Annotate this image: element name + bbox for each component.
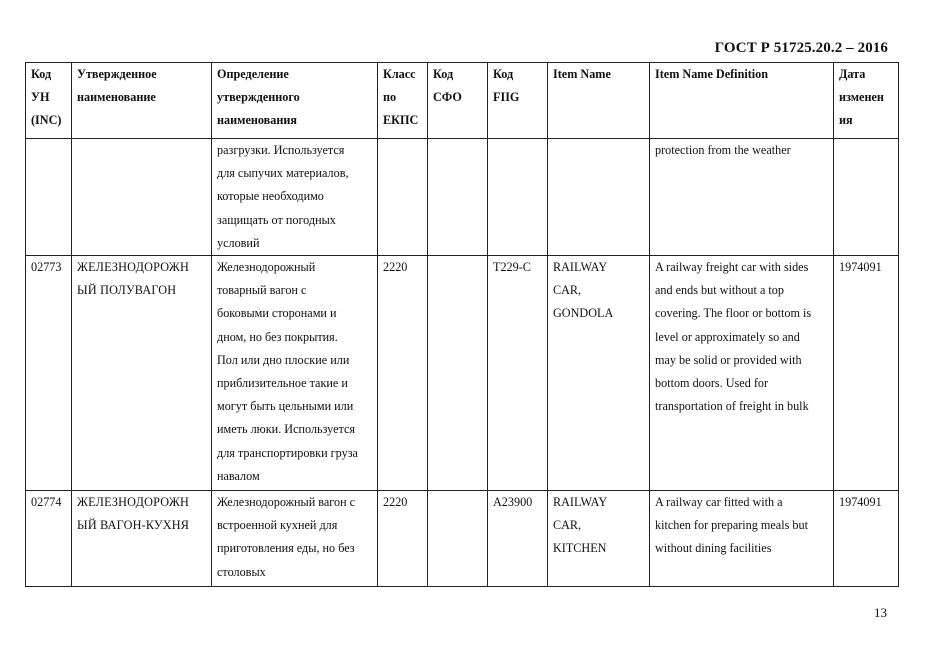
cell-sfo (428, 491, 488, 587)
cell-code: 02773 (26, 256, 72, 491)
cell-class: 2220 (378, 256, 428, 491)
table-row (26, 256, 899, 491)
cell-class (378, 139, 428, 256)
cell-approved-name: ЖЕЛЕЗНОДОРОЖН ЫЙ ПОЛУВАГОН (72, 256, 212, 491)
column-header-change-date: Дата изменен ия (834, 63, 899, 139)
cell-fiig: A23900 (488, 491, 548, 587)
cell-fiig (488, 139, 548, 256)
cell-change-date: 1974091 (834, 256, 899, 491)
cell-item-name-definition: A railway car fitted with a kitchen for preparing meals but without dining facilities (650, 491, 834, 587)
cell-class: 2220 (378, 491, 428, 587)
column-header-sfo: Код СФО (428, 63, 488, 139)
cell-item-name: RAILWAY CAR, GONDOLA (548, 256, 650, 491)
column-header-class: Класс по ЕКПС (378, 63, 428, 139)
cell-code: 02774 (26, 491, 72, 587)
column-header-item-name-definition: Item Name Definition (650, 63, 834, 139)
table-row (26, 139, 899, 256)
cell-item-name-definition: A railway freight car with sides and ends but without a top covering. The floor or bottom is level or approximately so and may be solid or provided with bottom doors. Used for transportation of freight in bulk (650, 256, 834, 491)
cell-change-date: 1974091 (834, 491, 899, 587)
document-standard-header: ГОСТ Р 51725.20.2 – 2016 (714, 40, 888, 56)
cell-fiig: T229-C (488, 256, 548, 491)
cell-definition: Железнодорожный товарный вагон с боковыми сторонами и дном, но без покрытия. Пол или дно плоские или приблизительное такие и могут быть цельными или иметь люки. Используется для транспортировки груза навалом (212, 256, 378, 491)
cell-code (26, 139, 72, 256)
table-row (26, 491, 899, 587)
cell-approved-name: ЖЕЛЕЗНОДОРОЖН ЫЙ ВАГОН-КУХНЯ (72, 491, 212, 587)
cell-sfo (428, 139, 488, 256)
cell-item-name-definition: protection from the weather (650, 139, 834, 256)
cell-item-name (548, 139, 650, 256)
catalog-table (25, 62, 899, 587)
column-header-approved-name: Утвержденное наименование (72, 63, 212, 139)
column-header-definition: Определение утвержденного наименования (212, 63, 378, 139)
cell-change-date (834, 139, 899, 256)
column-header-fiig: Код FIIG (488, 63, 548, 139)
cell-definition: разгрузки. Используется для сыпучих материалов, которые необходимо защищать от погодных условий (212, 139, 378, 256)
cell-sfo (428, 256, 488, 491)
column-header-item-name: Item Name (548, 63, 650, 139)
page-number: 13 (874, 605, 887, 620)
cell-definition: Железнодорожный вагон с встроенной кухней для приготовления еды, но без столовых (212, 491, 378, 587)
table-header-row (26, 63, 899, 139)
cell-approved-name (72, 139, 212, 256)
cell-item-name: RAILWAY CAR, KITCHEN (548, 491, 650, 587)
column-header-code: Код УН (INC) (26, 63, 72, 139)
